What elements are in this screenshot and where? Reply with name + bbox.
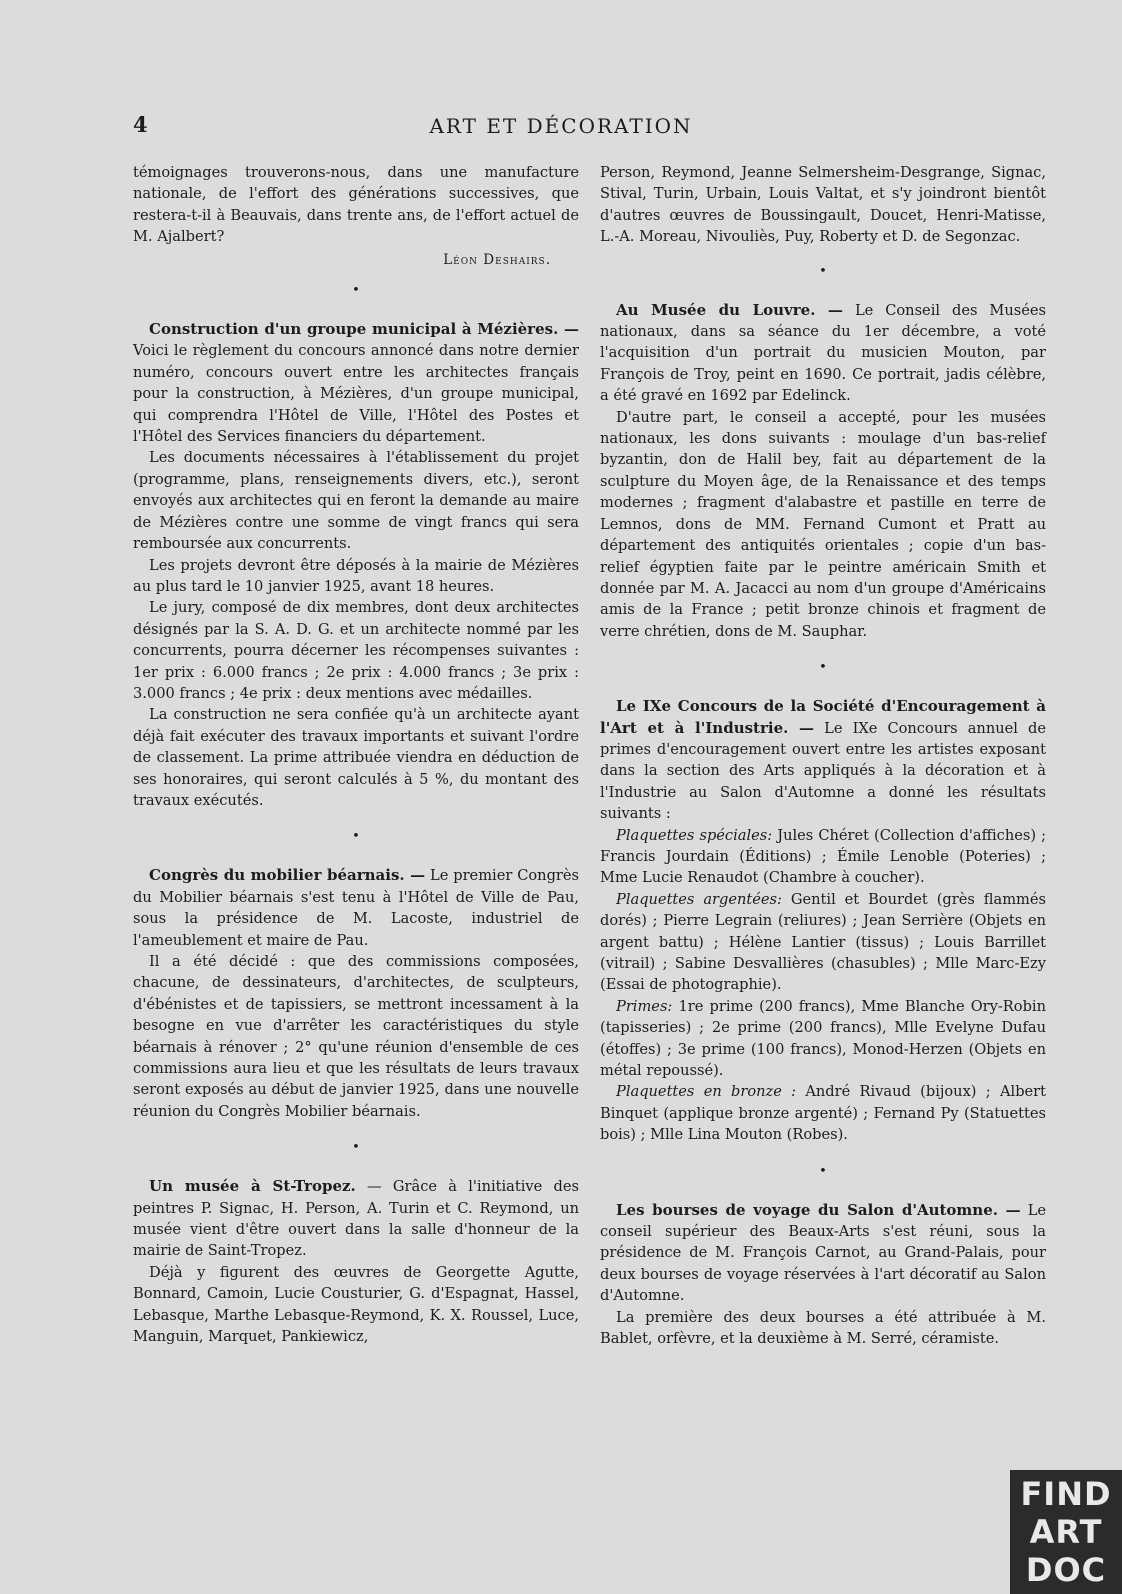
prize-category-label: Plaquettes argentées: [616,890,782,908]
watermark-line: DOC [1025,1551,1107,1589]
prize-category-label: Plaquettes en bronze : [616,1083,797,1101]
article-paragraph: Le jury, composé de dix membres, dont deux architectes désignés par la S. A. D. G. et un architecte nommé par les concurrents, pourra décerner les récompenses suivantes : 1er prix : 6.000 francs ; 2e prix : 4.000 francs ; 3e prix : 3.000 francs ; 4e prix : deux mentions avec médailles. [133,599,579,702]
separator-bullet: • [352,829,360,845]
article-body: Les bourses de voyage du Salon d'Automne. — Le conseil supérieur des Beaux-Arts s'est réuni, sous la présidence de M. François Carnot, au Grand-Palais, pour deux bourses de voyage réservées à l'art décoratif au Salon d'Automne. [600,1200,1047,1305]
article-title: Un musée à St-Tropez. [149,1177,356,1196]
prize-list-item: Plaquettes en bronze : André Rivaud (bijoux) ; Albert Binquet (applique bronze argenté) ; Fernand Py (Statuettes bois) ; Mlle Lina Mouton (Robes). [600,1083,1047,1144]
prize-category-label: Plaquettes spéciales: [616,826,773,844]
watermark-line: ART [1029,1513,1103,1551]
running-title: ART ET DÉCORATION [429,114,693,138]
separator-bullet: • [352,1140,360,1156]
article-body: Congrès du mobilier béarnais. — Le premier Congrès du Mobilier béarnais s'est tenu à l'Hôtel de Ville de Pau, sous la présidence de M. Lacoste, industriel de l'ameublement et maire de Pau. [133,866,580,949]
separator-bullet: • [352,283,360,299]
article-paragraph: La première des deux bourses a été attribuée à M. Bablet, orfèvre, et la deuxième à M. Serré, céramiste. [600,1308,1046,1348]
intro-paragraph: témoignages trouverons-nous, dans une manufacture nationale, de l'effort des générations successives, que restera-t-il à Beauvais, dans trente ans, de l'effort actuel de M. Ajalbert? [133,164,579,246]
article-paragraph: Les documents nécessaires à l'établissement du projet (programme, plans, renseignements divers, etc.), seront envoyés aux architectes qui en feront la demande au maire de Mézières contre une somme de vingt francs qui sera remboursée aux concurrents. [133,449,579,553]
article-paragraph: D'autre part, le conseil a accepté, pour les musées nationaux, les dons suivants : moulage d'un bas-relief byzantin, don de Halil bey, fait au département de la sculpture du Moyen âge, de la Renaissance et des temps modernes ; fragment d'alabastre et pastille en terre de Lemnos, dons de MM. Fernand Cumont et Pratt au département des antiquités orientales ; copie d'un bas-relief égyptien faite par le peintre américain Smith et donnée par M. A. Jacacci au nom d'un groupe d'Américains amis de la France ; petit bronze chinois et fragment de verre chrétien, dons de M. Sauphar. [600,408,1046,640]
prize-list-item: Plaquettes spéciales: Jules Chéret (Collection d'affiches) ; Francis Jourdain (Éditions) ; Émile Lenoble (Poteries) ; Mme Lucie Renaudot (Chambre à coucher). [600,826,1047,887]
page-header [0,112,1122,142]
article-title: Congrès du mobilier béarnais. — [149,866,426,885]
separator-bullet: • [819,660,827,676]
article-title: Au Musée du Louvre. — [616,300,843,319]
separator-bullet: • [819,1163,827,1179]
author-signature: Léon Deshairs. [443,251,551,268]
article-body: Au Musée du Louvre. — Le Conseil des Musées nationaux, dans sa séance du 1er décembre, a voté l'acquisition d'un portrait du musicien Mouton, par François de Troy, peint en 1690. Ce portrait, jadis célèbre, a été gravé en 1692 par Edelinck. [600,300,1046,405]
article-title: Le IXe Concours de la Société d'Encouragement à l'Art et à l'Industrie. — [600,697,1046,737]
article-title: Construction d'un groupe municipal à Mézières. — [149,320,579,339]
intro-paragraph: Person, Reymond, Jeanne Selmersheim-Desgrange, Signac, Stival, Turin, Urbain, Louis Valtat, et s'y joindront bientôt d'autres œuvres de Boussingault, Doucet, Henri-Matisse, L.-A. Moreau, Nivouliès, Puy, Roberty et D. de Segonzac. [600,164,1046,246]
prize-list-item: Plaquettes argentées: Gentil et Bourdet (grès flammés dorés) ; Pierre Legrain (reliures) ; Jean Serrière (Objets en argent battu) ; Hélène Lantier (tissus) ; Louis Barrillet (vitrail) ; Sabine Desvallières (chasubles) ; Mlle Marc-Ezy (Essai de photographie). [600,890,1046,994]
article-body: Le IXe Concours de la Société d'Encouragement à l'Art et à l'Industrie. — Le IXe Concours annuel de primes d'encouragement ouvert entre les artistes exposant dans la section des Arts appliqués à la décoration et à l'Industrie au Salon d'Automne a donné les résultats suivants : [600,697,1047,823]
prize-category-label: Primes: [616,997,673,1015]
article-paragraph: Les projets devront être déposés à la mairie de Mézières au plus tard le 10 janvier 1925, avant 18 heures. [133,556,579,595]
article-paragraph: Déjà y figurent des œuvres de Georgette Agutte, Bonnard, Camoin, Lucie Cousturier, G. d'Espagnat, Hassel, Lebasque, Marthe Lebasque-Reymond, K. X. Roussel, Luce, Manguin, Marquet, Pankiewicz, [133,1263,579,1346]
left-column [133,162,579,1348]
article-paragraph: La construction ne sera confiée qu'à un architecte ayant déjà fait exécuter des travaux importants et suivant l'ordre de classement. La prime attribuée viendra en déduction de ses honoraires, qui seront calculés à 5 %, du montant des travaux exécutés. [133,706,579,809]
right-column [600,162,1046,1350]
article-title: Les bourses de voyage du Salon d'Automne. — [616,1200,1021,1219]
article-body: Un musée à St-Tropez. — Grâce à l'initiative des peintres P. Signac, H. Person, A. Turin et C. Reymond, un musée vient d'être ouvert dans la salle d'honneur de la mairie de Saint-Tropez. [133,1177,580,1260]
article-body: Construction d'un groupe municipal à Mézières. — Voici le règlement du concours annoncé dans notre dernier numéro, concours ouvert entre les architectes français pour la construction, à Mézières, d'un groupe municipal, qui comprendra l'Hôtel de Ville, l'Hôtel des Postes et l'Hôtel des Services financiers du département. [133,320,579,446]
separator-bullet: • [819,263,827,279]
article-paragraph: Il a été décidé : que des commissions composées, chacune, de dessinateurs, d'architectes, de sculpteurs, d'ébénistes et de tapissiers, se mettront incessament à la besogne en vue d'arrêter les caractéristiques du style béarnais à rénover ; 2° qu'une réunion d'ensemble de ces commissions aura lieu et que les résultats de leurs travaux seront exposés au début de janvier 1925, dans une nouvelle réunion du Congrès Mobilier béarnais. [133,953,579,1120]
watermark-line: FIND [1020,1475,1112,1513]
page-number: 4 [133,112,148,137]
prize-list-item: Primes: 1re prime (200 francs), Mme Blanche Ory-Robin (tapisseries) ; 2e prime (200 francs), Mlle Evelyne Dufau (étoffes) ; 3e prime (100 francs), Monod-Herzen (Objets en métal repoussé). [600,997,1046,1080]
findartdoc-watermark-logo [1010,1470,1122,1594]
